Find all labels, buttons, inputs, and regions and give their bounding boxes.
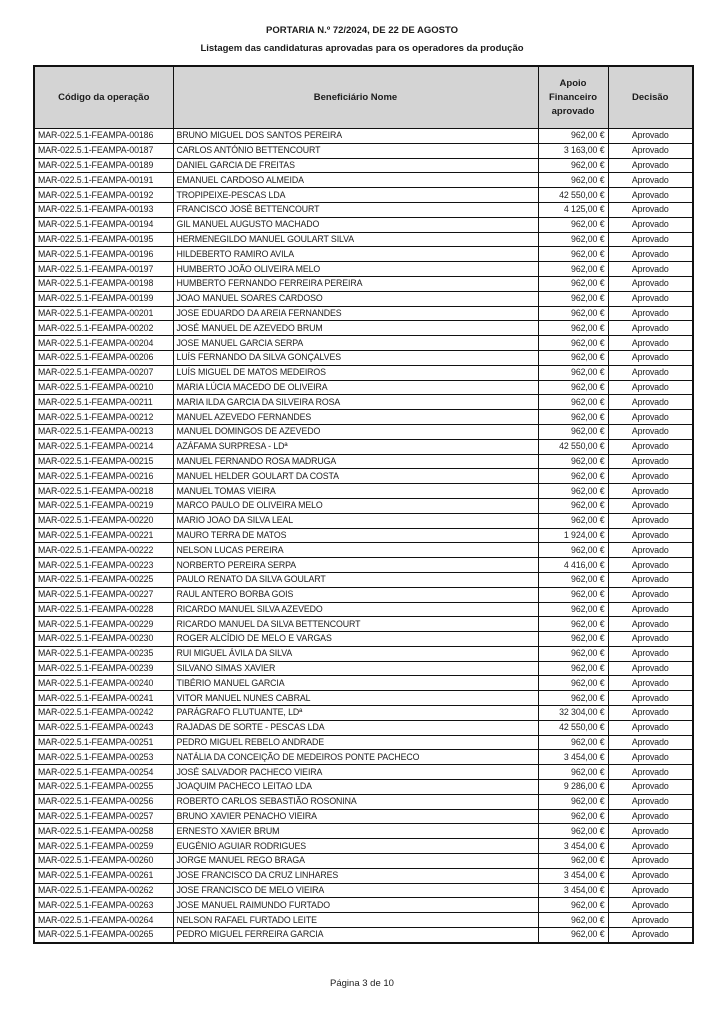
table-row — [34, 291, 693, 306]
cell-code: MAR-022.5.1-FEAMPA-00262 — [34, 883, 173, 898]
cell-decision: Aprovado — [608, 469, 693, 484]
table-row — [34, 410, 693, 425]
cell-decision: Aprovado — [608, 498, 693, 513]
cell-amount: 962,00 € — [538, 424, 608, 439]
cell-amount: 4 125,00 € — [538, 202, 608, 217]
cell-code: MAR-022.5.1-FEAMPA-00201 — [34, 306, 173, 321]
cell-decision: Aprovado — [608, 706, 693, 721]
cell-code: MAR-022.5.1-FEAMPA-00191 — [34, 173, 173, 188]
cell-amount: 962,00 € — [538, 602, 608, 617]
cell-code: MAR-022.5.1-FEAMPA-00257 — [34, 809, 173, 824]
table-row — [34, 750, 693, 765]
cell-code: MAR-022.5.1-FEAMPA-00256 — [34, 794, 173, 809]
cell-amount: 42 550,00 € — [538, 720, 608, 735]
cell-amount: 3 454,00 € — [538, 839, 608, 854]
cell-amount: 962,00 € — [538, 232, 608, 247]
table-row — [34, 587, 693, 602]
cell-decision: Aprovado — [608, 129, 693, 144]
cell-name: RUI MIGUEL ÁVILA DA SILVA — [173, 646, 538, 661]
cell-name: PEDRO MIGUEL REBELO ANDRADE — [173, 735, 538, 750]
cell-code: MAR-022.5.1-FEAMPA-00261 — [34, 868, 173, 883]
table-row — [34, 129, 693, 144]
table-row — [34, 528, 693, 543]
table-row — [34, 646, 693, 661]
cell-name: NELSON LUCAS PEREIRA — [173, 543, 538, 558]
table-row — [34, 336, 693, 351]
cell-code: MAR-022.5.1-FEAMPA-00228 — [34, 602, 173, 617]
cell-decision: Aprovado — [608, 424, 693, 439]
cell-code: MAR-022.5.1-FEAMPA-00240 — [34, 676, 173, 691]
cell-code: MAR-022.5.1-FEAMPA-00196 — [34, 247, 173, 262]
table-row — [34, 928, 693, 943]
cell-name: HERMENEGILDO MANUEL GOULART SILVA — [173, 232, 538, 247]
cell-decision: Aprovado — [608, 854, 693, 869]
cell-amount: 1 924,00 € — [538, 528, 608, 543]
cell-amount: 962,00 € — [538, 306, 608, 321]
table-row — [34, 824, 693, 839]
cell-code: MAR-022.5.1-FEAMPA-00239 — [34, 661, 173, 676]
cell-decision: Aprovado — [608, 484, 693, 499]
cell-name: JOSÉ MANUEL DE AZEVEDO BRUM — [173, 321, 538, 336]
cell-code: MAR-022.5.1-FEAMPA-00218 — [34, 484, 173, 499]
cell-decision: Aprovado — [608, 380, 693, 395]
table-row — [34, 572, 693, 587]
cell-name: CARLOS ANTÓNIO BETTENCOURT — [173, 143, 538, 158]
table-row — [34, 543, 693, 558]
cell-amount: 962,00 € — [538, 365, 608, 380]
cell-name: PAULO RENATO DA SILVA GOULART — [173, 572, 538, 587]
table-row — [34, 380, 693, 395]
cell-code: MAR-022.5.1-FEAMPA-00206 — [34, 350, 173, 365]
cell-amount: 962,00 € — [538, 173, 608, 188]
table-row — [34, 306, 693, 321]
cell-amount: 962,00 € — [538, 765, 608, 780]
table-row — [34, 720, 693, 735]
header-apoio-financeiro: Apoio Financeiro aprovado — [538, 66, 608, 129]
cell-amount: 962,00 € — [538, 129, 608, 144]
cell-name: PARÁGRAFO FLUTUANTE, LDª — [173, 706, 538, 721]
cell-decision: Aprovado — [608, 632, 693, 647]
cell-decision: Aprovado — [608, 202, 693, 217]
table-row — [34, 454, 693, 469]
cell-code: MAR-022.5.1-FEAMPA-00225 — [34, 572, 173, 587]
cell-amount: 962,00 € — [538, 217, 608, 232]
cell-name: VITOR MANUEL NUNES CABRAL — [173, 691, 538, 706]
cell-amount: 962,00 € — [538, 543, 608, 558]
table-row — [34, 809, 693, 824]
cell-name: MANUEL DOMINGOS DE AZEVEDO — [173, 424, 538, 439]
table-row — [34, 676, 693, 691]
cell-decision: Aprovado — [608, 306, 693, 321]
cell-decision: Aprovado — [608, 439, 693, 454]
cell-amount: 962,00 € — [538, 676, 608, 691]
cell-decision: Aprovado — [608, 868, 693, 883]
cell-amount: 962,00 € — [538, 276, 608, 291]
cell-amount: 962,00 € — [538, 913, 608, 928]
candidaturas-table — [33, 65, 694, 944]
cell-decision: Aprovado — [608, 217, 693, 232]
cell-code: MAR-022.5.1-FEAMPA-00243 — [34, 720, 173, 735]
cell-amount: 962,00 € — [538, 410, 608, 425]
cell-name: LUÍS MIGUEL DE MATOS MEDEIROS — [173, 365, 538, 380]
cell-name: NELSON RAFAEL FURTADO LEITE — [173, 913, 538, 928]
cell-code: MAR-022.5.1-FEAMPA-00223 — [34, 558, 173, 573]
cell-amount: 962,00 € — [538, 824, 608, 839]
cell-name: ROGER ALCÍDIO DE MELO E VARGAS — [173, 632, 538, 647]
cell-name: ERNESTO XAVIER BRUM — [173, 824, 538, 839]
cell-decision: Aprovado — [608, 794, 693, 809]
cell-code: MAR-022.5.1-FEAMPA-00195 — [34, 232, 173, 247]
cell-amount: 962,00 € — [538, 484, 608, 499]
cell-code: MAR-022.5.1-FEAMPA-00265 — [34, 928, 173, 943]
cell-code: MAR-022.5.1-FEAMPA-00207 — [34, 365, 173, 380]
cell-amount: 4 416,00 € — [538, 558, 608, 573]
cell-decision: Aprovado — [608, 809, 693, 824]
cell-decision: Aprovado — [608, 321, 693, 336]
table-row — [34, 395, 693, 410]
cell-code: MAR-022.5.1-FEAMPA-00219 — [34, 498, 173, 513]
table-row — [34, 913, 693, 928]
table-row — [34, 247, 693, 262]
cell-amount: 3 454,00 € — [538, 883, 608, 898]
cell-code: MAR-022.5.1-FEAMPA-00213 — [34, 424, 173, 439]
cell-code: MAR-022.5.1-FEAMPA-00189 — [34, 158, 173, 173]
table-row — [34, 262, 693, 277]
cell-name: BRUNO MIGUEL DOS SANTOS PEREIRA — [173, 129, 538, 144]
cell-amount: 9 286,00 € — [538, 780, 608, 795]
document-title: PORTARIA N.º 72/2024, DE 22 DE AGOSTO — [266, 25, 458, 36]
table-row — [34, 439, 693, 454]
table-row — [34, 735, 693, 750]
cell-decision: Aprovado — [608, 898, 693, 913]
cell-name: HILDEBERTO RAMIRO AVILA — [173, 247, 538, 262]
cell-decision: Aprovado — [608, 173, 693, 188]
cell-decision: Aprovado — [608, 350, 693, 365]
cell-code: MAR-022.5.1-FEAMPA-00210 — [34, 380, 173, 395]
cell-name: SILVANO SIMAS XAVIER — [173, 661, 538, 676]
table-row — [34, 350, 693, 365]
cell-code: MAR-022.5.1-FEAMPA-00260 — [34, 854, 173, 869]
cell-amount: 962,00 € — [538, 735, 608, 750]
cell-decision: Aprovado — [608, 661, 693, 676]
table-row — [34, 898, 693, 913]
cell-code: MAR-022.5.1-FEAMPA-00255 — [34, 780, 173, 795]
cell-name: MAURO TERRA DE MATOS — [173, 528, 538, 543]
cell-decision: Aprovado — [608, 765, 693, 780]
cell-decision: Aprovado — [608, 824, 693, 839]
table-row — [34, 469, 693, 484]
cell-name: JOSÉ SALVADOR PACHECO VIEIRA — [173, 765, 538, 780]
cell-code: MAR-022.5.1-FEAMPA-00216 — [34, 469, 173, 484]
table-row — [34, 691, 693, 706]
cell-code: MAR-022.5.1-FEAMPA-00214 — [34, 439, 173, 454]
cell-decision: Aprovado — [608, 646, 693, 661]
cell-code: MAR-022.5.1-FEAMPA-00229 — [34, 617, 173, 632]
cell-decision: Aprovado — [608, 543, 693, 558]
table-header-row — [34, 66, 693, 129]
table-row — [34, 202, 693, 217]
cell-decision: Aprovado — [608, 276, 693, 291]
cell-decision: Aprovado — [608, 735, 693, 750]
cell-code: MAR-022.5.1-FEAMPA-00194 — [34, 217, 173, 232]
table-row — [34, 513, 693, 528]
cell-amount: 962,00 € — [538, 395, 608, 410]
cell-name: BRUNO XAVIER PENACHO VIEIRA — [173, 809, 538, 824]
cell-code: MAR-022.5.1-FEAMPA-00251 — [34, 735, 173, 750]
cell-name: MARIO JOAO DA SILVA LEAL — [173, 513, 538, 528]
cell-decision: Aprovado — [608, 158, 693, 173]
cell-name: MARCO PAULO DE OLIVEIRA MELO — [173, 498, 538, 513]
cell-code: MAR-022.5.1-FEAMPA-00235 — [34, 646, 173, 661]
cell-amount: 962,00 € — [538, 454, 608, 469]
cell-name: JOSE MANUEL RAIMUNDO FURTADO — [173, 898, 538, 913]
table-row — [34, 794, 693, 809]
cell-code: MAR-022.5.1-FEAMPA-00220 — [34, 513, 173, 528]
cell-name: TROPIPEIXE-PESCAS LDA — [173, 188, 538, 203]
cell-decision: Aprovado — [608, 720, 693, 735]
table-row — [34, 839, 693, 854]
cell-amount: 3 163,00 € — [538, 143, 608, 158]
cell-code: MAR-022.5.1-FEAMPA-00258 — [34, 824, 173, 839]
cell-code: MAR-022.5.1-FEAMPA-00187 — [34, 143, 173, 158]
cell-decision: Aprovado — [608, 587, 693, 602]
cell-decision: Aprovado — [608, 883, 693, 898]
cell-amount: 962,00 € — [538, 617, 608, 632]
cell-code: MAR-022.5.1-FEAMPA-00192 — [34, 188, 173, 203]
cell-amount: 962,00 € — [538, 380, 608, 395]
cell-decision: Aprovado — [608, 691, 693, 706]
cell-amount: 962,00 € — [538, 572, 608, 587]
cell-name: HUMBERTO JOÃO OLIVEIRA MELO — [173, 262, 538, 277]
cell-amount: 962,00 € — [538, 854, 608, 869]
header-codigo-operacao: Código da operação — [34, 66, 173, 129]
cell-amount: 962,00 € — [538, 661, 608, 676]
cell-name: FRANCISCO JOSÉ BETTENCOURT — [173, 202, 538, 217]
cell-code: MAR-022.5.1-FEAMPA-00227 — [34, 587, 173, 602]
cell-name: NORBERTO PEREIRA SERPA — [173, 558, 538, 573]
cell-amount: 42 550,00 € — [538, 439, 608, 454]
cell-code: MAR-022.5.1-FEAMPA-00211 — [34, 395, 173, 410]
cell-amount: 962,00 € — [538, 928, 608, 943]
cell-amount: 962,00 € — [538, 262, 608, 277]
table-row — [34, 424, 693, 439]
cell-code: MAR-022.5.1-FEAMPA-00264 — [34, 913, 173, 928]
cell-code: MAR-022.5.1-FEAMPA-00259 — [34, 839, 173, 854]
cell-name: JOSE FRANCISCO DE MELO VIEIRA — [173, 883, 538, 898]
cell-amount: 962,00 € — [538, 632, 608, 647]
cell-name: JORGE MANUEL REGO BRAGA — [173, 854, 538, 869]
cell-decision: Aprovado — [608, 188, 693, 203]
cell-decision: Aprovado — [608, 617, 693, 632]
cell-decision: Aprovado — [608, 676, 693, 691]
cell-code: MAR-022.5.1-FEAMPA-00198 — [34, 276, 173, 291]
table-row — [34, 706, 693, 721]
table-row — [34, 498, 693, 513]
cell-amount: 962,00 € — [538, 469, 608, 484]
cell-code: MAR-022.5.1-FEAMPA-00253 — [34, 750, 173, 765]
table-row — [34, 868, 693, 883]
cell-name: AZÁFAMA SURPRESA - LDª — [173, 439, 538, 454]
cell-code: MAR-022.5.1-FEAMPA-00254 — [34, 765, 173, 780]
cell-amount: 32 304,00 € — [538, 706, 608, 721]
cell-decision: Aprovado — [608, 410, 693, 425]
cell-decision: Aprovado — [608, 291, 693, 306]
cell-decision: Aprovado — [608, 780, 693, 795]
cell-code: MAR-022.5.1-FEAMPA-00263 — [34, 898, 173, 913]
cell-amount: 3 454,00 € — [538, 868, 608, 883]
cell-decision: Aprovado — [608, 513, 693, 528]
table-row — [34, 321, 693, 336]
cell-decision: Aprovado — [608, 395, 693, 410]
cell-amount: 962,00 € — [538, 646, 608, 661]
cell-code: MAR-022.5.1-FEAMPA-00199 — [34, 291, 173, 306]
cell-name: MARIA ILDA GARCIA DA SILVEIRA ROSA — [173, 395, 538, 410]
cell-decision: Aprovado — [608, 750, 693, 765]
cell-name: LUÍS FERNANDO DA SILVA GONÇALVES — [173, 350, 538, 365]
cell-code: MAR-022.5.1-FEAMPA-00221 — [34, 528, 173, 543]
table-row — [34, 365, 693, 380]
cell-amount: 962,00 € — [538, 291, 608, 306]
cell-code: MAR-022.5.1-FEAMPA-00215 — [34, 454, 173, 469]
cell-name: RAUL ANTERO BORBA GOIS — [173, 587, 538, 602]
cell-name: RAJADAS DE SORTE - PESCAS LDA — [173, 720, 538, 735]
cell-name: TIBÉRIO MANUEL GARCIA — [173, 676, 538, 691]
cell-amount: 962,00 € — [538, 321, 608, 336]
cell-name: JOAQUIM PACHECO LEITAO LDA — [173, 780, 538, 795]
table-row — [34, 188, 693, 203]
cell-decision: Aprovado — [608, 247, 693, 262]
table-row — [34, 780, 693, 795]
cell-name: ROBERTO CARLOS SEBASTIÃO ROSONINA — [173, 794, 538, 809]
cell-decision: Aprovado — [608, 602, 693, 617]
cell-decision: Aprovado — [608, 232, 693, 247]
table-row — [34, 558, 693, 573]
table-row — [34, 232, 693, 247]
cell-decision: Aprovado — [608, 454, 693, 469]
document-subtitle: Listagem das candidaturas aprovadas para os operadores da produção — [200, 43, 524, 54]
cell-amount: 962,00 € — [538, 794, 608, 809]
cell-code: MAR-022.5.1-FEAMPA-00230 — [34, 632, 173, 647]
cell-name: JOSE MANUEL GARCIA SERPA — [173, 336, 538, 351]
table-row — [34, 217, 693, 232]
cell-name: JOAO MANUEL SOARES CARDOSO — [173, 291, 538, 306]
cell-name: HUMBERTO FERNANDO FERREIRA PEREIRA — [173, 276, 538, 291]
cell-name: EUGÉNIO AGUIAR RODRIGUES — [173, 839, 538, 854]
table-row — [34, 854, 693, 869]
cell-name: PEDRO MIGUEL FERREIRA GARCIA — [173, 928, 538, 943]
cell-name: JOSE FRANCISCO DA CRUZ LINHARES — [173, 868, 538, 883]
table-row — [34, 632, 693, 647]
cell-amount: 962,00 € — [538, 336, 608, 351]
cell-decision: Aprovado — [608, 572, 693, 587]
cell-decision: Aprovado — [608, 336, 693, 351]
cell-decision: Aprovado — [608, 528, 693, 543]
cell-name: MANUEL FERNANDO ROSA MADRUGA — [173, 454, 538, 469]
cell-name: RICARDO MANUEL SILVA AZEVEDO — [173, 602, 538, 617]
cell-name: GIL MANUEL AUGUSTO MACHADO — [173, 217, 538, 232]
cell-decision: Aprovado — [608, 262, 693, 277]
cell-amount: 962,00 € — [538, 809, 608, 824]
cell-amount: 962,00 € — [538, 498, 608, 513]
cell-name: NATÁLIA DA CONCEIÇÃO DE MEDEIROS PONTE PACHECO — [173, 750, 538, 765]
cell-code: MAR-022.5.1-FEAMPA-00202 — [34, 321, 173, 336]
header-decisao: Decisão — [608, 66, 693, 129]
table-row — [34, 661, 693, 676]
cell-amount: 962,00 € — [538, 158, 608, 173]
cell-name: DANIEL GARCIA DE FREITAS — [173, 158, 538, 173]
cell-amount: 42 550,00 € — [538, 188, 608, 203]
table-row — [34, 158, 693, 173]
header-beneficiario-nome: Beneficiário Nome — [173, 66, 538, 129]
cell-code: MAR-022.5.1-FEAMPA-00204 — [34, 336, 173, 351]
cell-amount: 962,00 € — [538, 350, 608, 365]
table-row — [34, 765, 693, 780]
table-row — [34, 173, 693, 188]
cell-name: MANUEL TOMAS VIEIRA — [173, 484, 538, 499]
table-row — [34, 617, 693, 632]
table-row — [34, 883, 693, 898]
cell-code: MAR-022.5.1-FEAMPA-00197 — [34, 262, 173, 277]
cell-name: RICARDO MANUEL DA SILVA BETTENCOURT — [173, 617, 538, 632]
cell-amount: 962,00 € — [538, 247, 608, 262]
page-number: Página 3 de 10 — [330, 978, 394, 989]
cell-code: MAR-022.5.1-FEAMPA-00242 — [34, 706, 173, 721]
cell-code: MAR-022.5.1-FEAMPA-00186 — [34, 129, 173, 144]
cell-amount: 962,00 € — [538, 691, 608, 706]
cell-amount: 3 454,00 € — [538, 750, 608, 765]
cell-decision: Aprovado — [608, 143, 693, 158]
cell-amount: 962,00 € — [538, 898, 608, 913]
cell-code: MAR-022.5.1-FEAMPA-00212 — [34, 410, 173, 425]
table-row — [34, 602, 693, 617]
cell-name: MANUEL AZEVEDO FERNANDES — [173, 410, 538, 425]
cell-name: MANUEL HELDER GOULART DA COSTA — [173, 469, 538, 484]
table-row — [34, 143, 693, 158]
cell-name: JOSE EDUARDO DA AREIA FERNANDES — [173, 306, 538, 321]
cell-name: MARIA LÚCIA MACEDO DE OLIVEIRA — [173, 380, 538, 395]
cell-name: EMANUEL CARDOSO ALMEIDA — [173, 173, 538, 188]
table-body — [34, 129, 693, 943]
cell-code: MAR-022.5.1-FEAMPA-00241 — [34, 691, 173, 706]
cell-code: MAR-022.5.1-FEAMPA-00222 — [34, 543, 173, 558]
table-row — [34, 276, 693, 291]
cell-decision: Aprovado — [608, 913, 693, 928]
table-row — [34, 484, 693, 499]
cell-code: MAR-022.5.1-FEAMPA-00193 — [34, 202, 173, 217]
cell-amount: 962,00 € — [538, 513, 608, 528]
cell-decision: Aprovado — [608, 558, 693, 573]
cell-decision: Aprovado — [608, 365, 693, 380]
cell-decision: Aprovado — [608, 839, 693, 854]
cell-amount: 962,00 € — [538, 587, 608, 602]
cell-decision: Aprovado — [608, 928, 693, 943]
